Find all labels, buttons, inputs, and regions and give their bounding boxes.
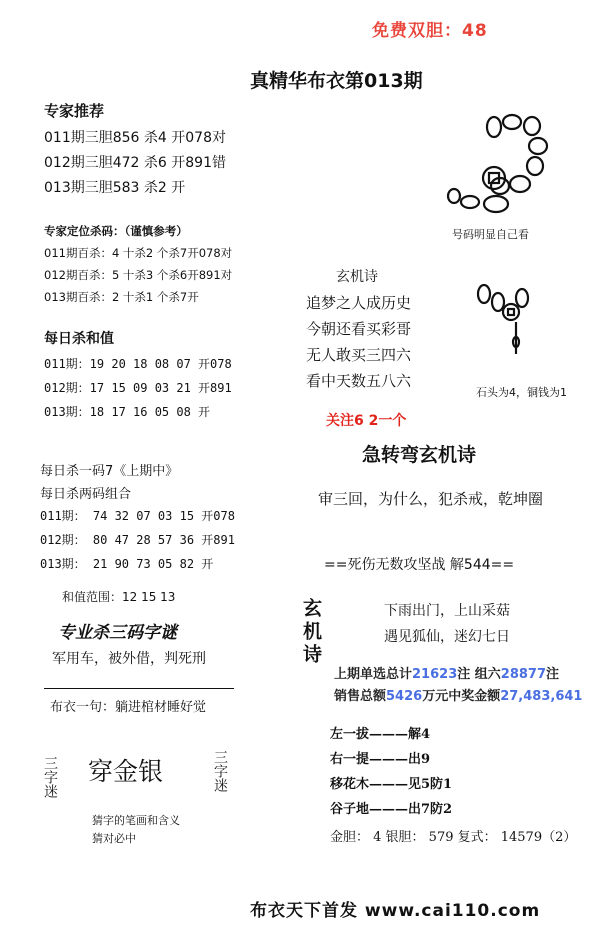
lottery-stats-1	[334, 664, 559, 686]
bead-chain-illustration	[440, 108, 585, 220]
daily-one-title: 每日杀一码7《上期中》	[40, 464, 179, 479]
daily-sum-row: 013期：18 17 16 05 08 开	[44, 405, 211, 419]
xuanji-lines	[384, 598, 510, 650]
daily-sum-list	[44, 352, 232, 424]
page-title: 真精华布衣第013期	[250, 70, 423, 92]
expert-list	[44, 126, 226, 201]
clue-row: 移花木———见5防1	[330, 777, 453, 792]
expert-row: 013期三胆583 杀2 开	[44, 180, 186, 196]
lottery-label: 销售总额	[334, 689, 387, 704]
clue-list	[330, 722, 452, 822]
char-riddle-hint: 猜字的笔画和含义	[92, 814, 180, 827]
picture-caption: 号码明显自己看	[452, 228, 529, 241]
clue-row: 谷子地———出7防2	[330, 802, 453, 817]
daily-sum-title: 每日杀和值	[44, 331, 114, 347]
lottery-label: 上期单选总计	[334, 667, 413, 682]
coin-stone-illustration	[470, 282, 540, 362]
expert-title: 专家推荐	[44, 102, 105, 120]
daily-sum-row: 011期：19 20 18 08 07 开078	[44, 357, 232, 371]
poem-line: 看中天数五八六	[306, 372, 412, 390]
xuanji-vertical-title: 玄机诗	[300, 598, 322, 667]
poem-line: 追梦之人成历史	[306, 294, 412, 312]
lottery-value: 21623	[412, 667, 458, 682]
riddle-title: 专业杀三码字谜	[58, 623, 177, 643]
daily-two-title: 每日杀两码组合	[40, 487, 132, 502]
footer-banner: 布衣天下首发 www.cai110.com	[250, 901, 541, 921]
expert-row: 011期三胆856 杀4 开078对	[44, 130, 226, 146]
poem-lines	[306, 290, 411, 394]
poem-title: 玄机诗	[336, 269, 378, 285]
position-kill-row: 012期百杀：5 十杀3 个杀6开891对	[44, 268, 233, 282]
char-riddle-hint-2: 猜对必中	[92, 832, 136, 845]
daily-one-list	[40, 504, 235, 576]
free-pair-banner: 免费双胆：48	[372, 21, 488, 41]
poem-line: 今朝还看买彩哥	[306, 320, 412, 338]
char-riddle-left: 三字迷	[42, 756, 58, 798]
daily-one-row: 011期： 74 32 07 03 15 开078	[40, 509, 235, 523]
xuanji-line: 遇见狐仙，迷幻七日	[384, 629, 510, 645]
poem-line: 无人敢买三四六	[306, 346, 412, 364]
clue-row: 右一提———出9	[330, 752, 431, 767]
lottery-value: 27,483,641	[500, 689, 583, 704]
sum-range: 和值范围：12 15 13	[62, 590, 176, 604]
lottery-value: 5426	[386, 689, 423, 704]
daily-one-row: 012期： 80 47 28 57 36 开891	[40, 533, 235, 547]
riddle-poem-title: 急转弯玄机诗	[362, 444, 477, 466]
lottery-value: 28877	[500, 667, 547, 682]
position-kill-row: 011期百杀：4 十杀2 个杀7开078对	[44, 246, 233, 260]
expert-row: 012期三胆472 杀6 开891错	[44, 155, 226, 171]
clue-row: 左一拔———解4	[330, 727, 431, 742]
riddle-text: 军用车，被外借，判死刑	[52, 651, 206, 667]
divider	[44, 688, 234, 689]
position-kill-title: 专家定位杀码：（谨慎参考）	[44, 224, 188, 238]
position-kill-row: 013期百杀：2 十杀1 个杀7开	[44, 290, 199, 304]
lottery-stats-2	[334, 686, 582, 708]
lottery-label: 注	[546, 667, 560, 682]
buyi-line: 布衣一句：躺进棺材睡好觉	[50, 700, 207, 715]
char-riddle-right: 三字迷	[212, 750, 228, 792]
daily-one-row: 013期： 21 90 73 05 82 开	[40, 557, 214, 571]
position-kill-list	[44, 242, 232, 308]
coin-caption: 石头为4，铜钱为1	[476, 386, 567, 399]
daily-sum-row: 012期：17 15 09 03 21 开891	[44, 381, 232, 395]
xuanji-line: 下雨出门，上山采菇	[384, 603, 510, 619]
char-riddle-main: 穿金银	[88, 757, 164, 786]
riddle-poem-text: 审三回，为什么，犯杀戒，乾坤圈	[318, 490, 544, 508]
lottery-label: 注 组六	[457, 667, 501, 682]
final-pick: 金胆： 4 银胆： 579 复式： 14579（2）	[330, 830, 577, 845]
battle-line: ==死伤无数攻坚战 解544==	[324, 557, 515, 573]
focus-note: 关注6 2一个	[326, 413, 407, 429]
lottery-label: 万元中奖金额	[422, 689, 501, 704]
